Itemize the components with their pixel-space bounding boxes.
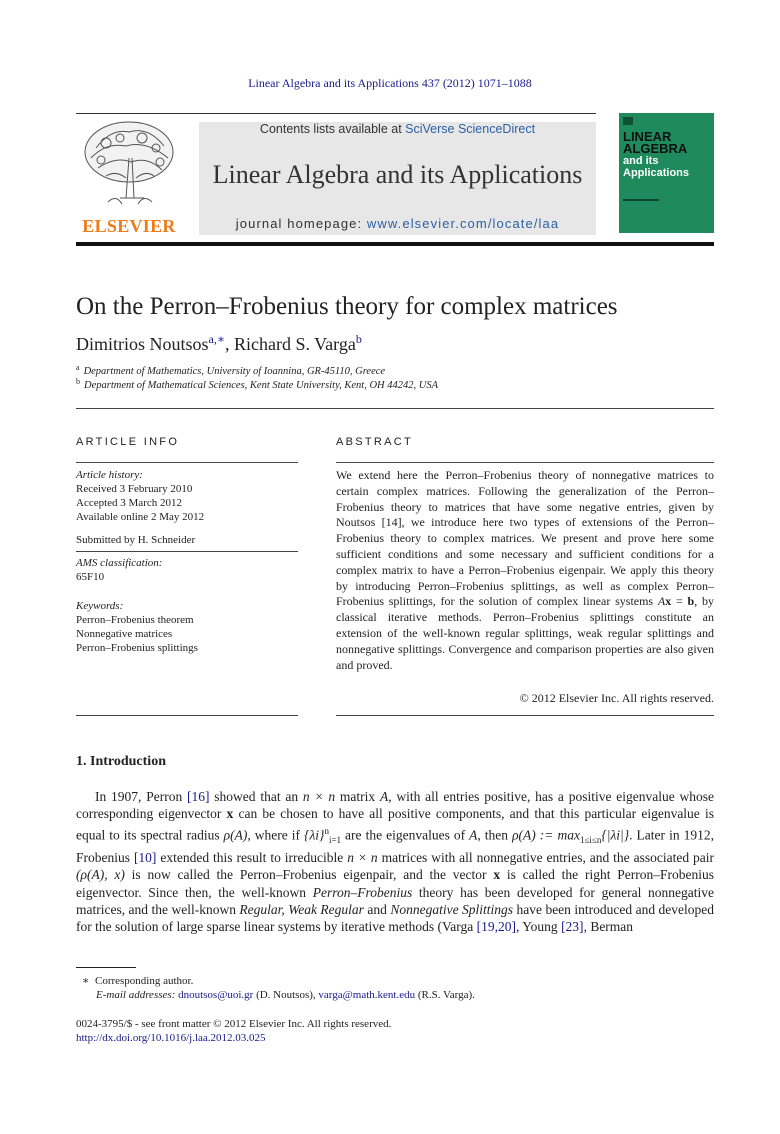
affiliation-a-text: Department of Mathematics, University of Ioannina, GR-45110, Greece (83, 366, 386, 377)
intro-text: In 1907, Perron (95, 789, 187, 804)
math-lambda-sup: n (324, 825, 329, 836)
abstract-rule-bottom (336, 715, 714, 716)
article-history (76, 468, 298, 524)
abstract-vector-b: b (687, 594, 695, 609)
contents-line (199, 122, 596, 136)
keyword-item: Perron–Frobenius theorem (76, 614, 194, 626)
affiliation-rule (76, 408, 714, 409)
elsevier-logo[interactable] (76, 118, 182, 238)
cover-title (623, 131, 689, 179)
math-x: x (493, 867, 501, 883)
author2-affiliation-link[interactable]: b (355, 332, 362, 346)
contents-prefix: Contents lists available at (259, 122, 406, 136)
ref-16-link[interactable]: [16] (187, 789, 210, 804)
journal-cover-image[interactable] (619, 113, 714, 233)
intro-text: is called the right Perron–Frobenius eigenvector. Since then, the well-known (76, 867, 714, 900)
math-n-by-n: n × n (347, 850, 378, 866)
cover-bar (623, 199, 659, 201)
abstract-copyright: © 2012 Elsevier Inc. All rights reserved. (519, 691, 714, 705)
cover-logo-icon (623, 117, 633, 125)
abstract-rule-top (336, 462, 714, 463)
abstract-text (336, 468, 714, 673)
email-noutsos-owner: (D. Noutsos), (253, 989, 319, 1001)
footnote-star: ∗ (82, 975, 90, 987)
intro-text: have been introduced and developed for the solution of large sparse linear systems by iterative methods (Varga (76, 901, 714, 935)
elsevier-wordmark: ELSEVIER (82, 216, 176, 236)
intro-text: , then (477, 827, 513, 843)
math-max-sub: 1≤i≤n (579, 834, 602, 845)
ref-10-link[interactable]: [10] (133, 850, 157, 866)
article-info-rule-top (76, 462, 298, 463)
intro-italic: Perron–Frobenius (312, 884, 413, 900)
affiliation-b (76, 377, 438, 391)
email-varga-owner: (R.S. Varga). (415, 989, 475, 1001)
intro-text: , Berman (583, 919, 634, 935)
article-info-heading: ARTICLE INFO (76, 436, 180, 448)
doi-link[interactable]: http://dx.doi.org/10.1016/j.laa.2012.03.025 (76, 1032, 266, 1044)
intro-text: matrix (335, 789, 380, 804)
author-varga: Richard S. Varga (234, 334, 356, 354)
intro-italic: Regular, Weak Regular (239, 901, 364, 917)
journal-reference-link[interactable]: Linear Algebra and its Applications 437 (2012) 1071–1088 (248, 76, 532, 90)
keyword-item: Perron–Frobenius splittings (76, 642, 198, 654)
math-a: A (469, 827, 478, 843)
introduction-heading: 1. Introduction (76, 754, 166, 769)
article-title: On the Perron–Frobenius theory for complex matrices (76, 293, 618, 320)
sciencedirect-link[interactable]: SciVerse ScienceDirect (405, 122, 536, 136)
abstract-equals: = (671, 594, 688, 609)
ams-label: AMS classification: (76, 557, 163, 569)
intro-text: , Young (516, 919, 562, 935)
intro-text: and (363, 901, 391, 917)
affiliation-a-mark: a (76, 363, 80, 372)
intro-text: are the eigenvalues of (341, 827, 470, 843)
ams-code: 65F10 (76, 571, 105, 583)
introduction-paragraph (76, 788, 714, 936)
affiliation-a (76, 363, 385, 377)
issn-copyright: 0024-3795/$ - see front matter © 2012 Elsevier Inc. All rights reserved. (76, 1018, 392, 1030)
footnote-rule (76, 967, 136, 968)
cover-line-3: and its (623, 155, 659, 167)
math-eigenpair: (ρ(A), x) (76, 867, 125, 883)
corresponding-author-text: Corresponding author. (94, 975, 194, 987)
cover-line-4: Applications (623, 167, 690, 179)
submitted-by: Submitted by H. Schneider (76, 534, 196, 546)
intro-text: showed that an (209, 789, 303, 804)
intro-text: . Later in 1912, Frobenius (76, 827, 714, 866)
cover-line-1: LINEAR (623, 129, 672, 144)
author1-affiliation-link[interactable]: a,∗ (208, 332, 225, 346)
keywords-label: Keywords: (76, 600, 124, 612)
author-list (76, 332, 362, 355)
email-label: E-mail addresses: (96, 989, 179, 1001)
ams-classification (76, 556, 298, 584)
journal-title: Linear Algebra and its Applications (212, 160, 583, 189)
cover-line-2: ALGEBRA (623, 141, 688, 156)
intro-text: theory has been developed for general nonnegative matrices, and the well-known (76, 884, 715, 917)
intro-text: , where if (247, 827, 305, 843)
keyword-item: Nonnegative matrices (76, 628, 173, 640)
journal-homepage-link[interactable]: www.elsevier.com/locate/laa (366, 216, 560, 231)
header-bottom-rule (76, 242, 714, 246)
article-info-rule-mid (76, 551, 298, 552)
intro-text: can be chosen to have all positive components, and that this particular eigenvalue is equal to its spectral radius (76, 806, 714, 843)
accepted-date: Accepted 3 March 2012 (76, 497, 182, 509)
ref-23-link[interactable]: [23] (561, 919, 584, 935)
email-addresses (96, 989, 475, 1001)
math-lambda-set: {λi} (304, 827, 325, 843)
affiliation-b-text: Department of Mathematical Sciences, Kent State University, Kent, OH 44242, USA (84, 380, 439, 391)
received-date: Received 3 February 2010 (76, 483, 193, 495)
history-label: Article history: (76, 469, 143, 481)
math-a: A (379, 789, 389, 804)
affiliation-b-mark: b (76, 377, 80, 386)
math-n-by-n: n × n (302, 789, 336, 804)
keywords (76, 599, 298, 655)
author-separator: , (225, 334, 234, 354)
homepage-prefix: journal homepage: (235, 216, 367, 231)
math-abs-lambda: {|λi|} (601, 827, 630, 843)
email-varga-link[interactable]: varga@math.kent.edu (318, 989, 416, 1001)
header-top-rule (76, 113, 596, 114)
abstract-heading: ABSTRACT (336, 436, 414, 448)
author-noutsos: Dimitrios Noutsos (76, 334, 209, 354)
ref-19-20-link[interactable]: [19,20] (476, 919, 517, 935)
abstract-part-1: We extend here the Perron–Frobenius theory of nonnegative matrices to certain complex matrices. Following the generalization of the Perron–Frobenius theory to matrices that have some negative entries, given by Noutsos [14], we introduce here two types of extensions of the Perron–Frobenius theory to complex matrices. We present and prove here some sufficient conditions and some necessary and sufficient conditions for a complex matrix to have a Perron–Frobenius eigenpair. We apply this theory by introducing Perron–Frobenius splittings, as well as complex Perron–Frobenius splittings, for the solution of complex linear systems (336, 468, 714, 609)
intro-italic: Nonnegative Splittings (390, 901, 514, 917)
abstract-vector-x: x (665, 594, 672, 609)
homepage-line (199, 216, 596, 231)
intro-text: , with all entries positive, has a positive eigenvalue whose corresponding eigenvector (76, 789, 714, 822)
email-noutsos-link[interactable]: dnoutsos@uoi.gr (178, 989, 254, 1001)
math-x: x (226, 806, 234, 822)
math-rho-definition: ρ(A) := max (512, 827, 580, 843)
corresponding-author-note (82, 974, 193, 987)
elsevier-tree-icon (76, 118, 182, 214)
article-info-rule-bottom (76, 715, 298, 716)
math-rho-a: ρ(A) (223, 827, 248, 843)
intro-text: is now called the Perron–Frobenius eigenpair, and the vector (124, 867, 494, 883)
intro-text: extended this result to irreducible (156, 850, 348, 866)
math-lambda-sub: i=1 (328, 834, 342, 845)
online-date: Available online 2 May 2012 (76, 511, 205, 523)
abstract-matrix-a: A (657, 594, 666, 609)
intro-text: matrices with all nonnegative entries, and the associated pair (377, 850, 714, 866)
abstract-part-2: , by classical iterative methods. Perron–Frobenius splittings constitute an extension of the well-known regular splittings, weak regular splittings and nonnegative splittings. Convergence and comparison properties are also given and proved. (336, 594, 714, 672)
